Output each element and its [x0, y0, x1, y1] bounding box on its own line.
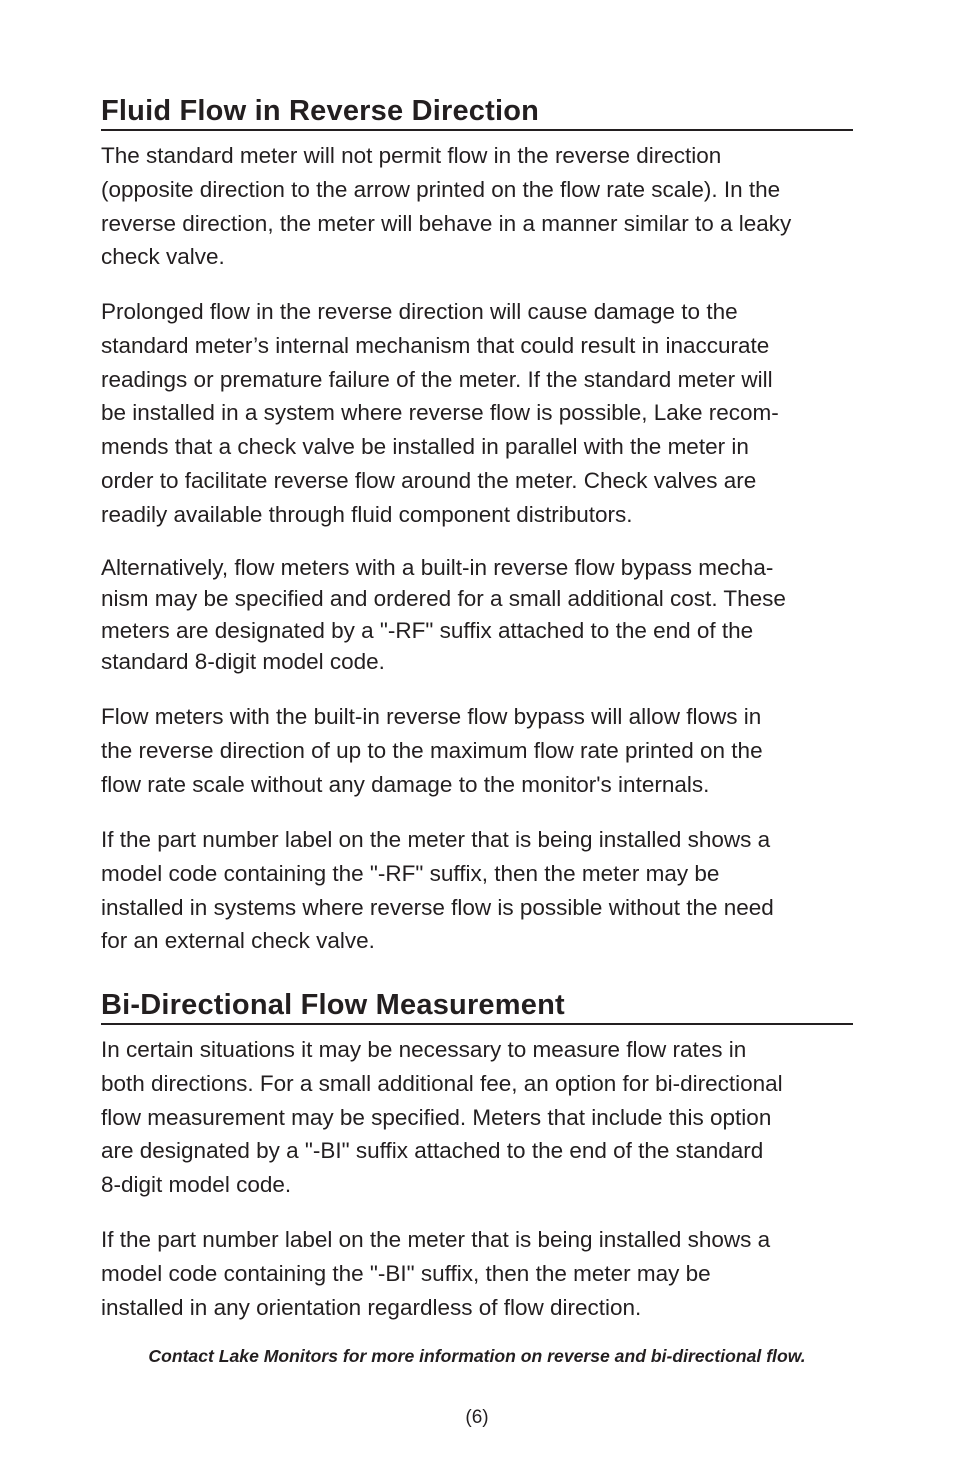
- paragraph-bidirectional-bi-suffix: [101, 1223, 770, 1324]
- text-line: (opposite direction to the arrow printed on the flow rate scale). In the: [101, 176, 781, 202]
- section-heading-bidirectional: Bi-Directional Flow Measurement: [101, 988, 853, 1025]
- paragraph-reverse-flow-intro: [101, 139, 791, 274]
- text-line: model code containing the "-BI" suffix, then the meter may be: [101, 1260, 711, 1286]
- text-line: standard 8-digit model code.: [101, 648, 385, 674]
- text-line: model code containing the "-RF" suffix, then the meter may be: [101, 860, 720, 886]
- paragraph-reverse-flow-rf-suffix: [101, 823, 774, 958]
- text-line: the reverse direction of up to the maximum flow rate printed on the: [101, 737, 763, 763]
- page-number: (6): [465, 1407, 489, 1428]
- text-line: meters are designated by a "-RF" suffix attached to the end of the: [101, 617, 754, 643]
- text-line: installed in systems where reverse flow is possible without the need: [101, 894, 774, 920]
- paragraph-reverse-flow-bypass: [101, 552, 786, 677]
- text-line: 8-digit model code.: [101, 1172, 292, 1198]
- text-line: flow measurement may be specified. Meters that include this option: [101, 1104, 772, 1130]
- text-line: flow rate scale without any damage to the monitor's internals.: [101, 771, 710, 797]
- text-line: mends that a check valve be installed in parallel with the meter in: [101, 434, 749, 460]
- section-heading-reverse-flow: Fluid Flow in Reverse Direction: [101, 94, 853, 131]
- text-line: for an external check valve.: [101, 928, 375, 954]
- text-line: readily available through fluid component distributors.: [101, 501, 633, 527]
- paragraph-reverse-flow-capacity: [101, 700, 763, 801]
- text-line: order to facilitate reverse flow around the meter. Check valves are: [101, 467, 757, 493]
- text-line: The standard meter will not permit flow in the reverse direction: [101, 143, 722, 168]
- text-line: nism may be specified and ordered for a small additional cost. These: [101, 586, 786, 612]
- contact-note: Contact Lake Monitors for more information on reverse and bi-directional flow.: [148, 1346, 806, 1366]
- text-line: both directions. For a small additional fee, an option for bi-directional: [101, 1070, 783, 1096]
- text-line: check valve.: [101, 244, 225, 270]
- text-line: Flow meters with the built-in reverse flow bypass will allow flows in: [101, 704, 762, 729]
- text-line: be installed in a system where reverse flow is possible, Lake recom-: [101, 400, 779, 426]
- text-line: If the part number label on the meter that is being installed shows a: [101, 827, 771, 852]
- text-line: are designated by a "-BI" suffix attached to the end of the standard: [101, 1138, 764, 1164]
- paragraph-bidirectional-intro: [101, 1033, 783, 1202]
- text-line: Prolonged flow in the reverse direction will cause damage to the: [101, 299, 738, 324]
- text-line: readings or premature failure of the meter. If the standard meter will: [101, 366, 773, 392]
- paragraph-reverse-flow-damage: [101, 295, 779, 532]
- text-line: In certain situations it may be necessary to measure flow rates in: [101, 1037, 747, 1062]
- text-line: If the part number label on the meter that is being installed shows a: [101, 1227, 771, 1252]
- text-line: standard meter’s internal mechanism that could result in inaccurate: [101, 332, 770, 358]
- text-line: installed in any orientation regardless of flow direction.: [101, 1294, 642, 1320]
- text-line: reverse direction, the meter will behave in a manner similar to a leaky: [101, 210, 792, 236]
- text-line: Alternatively, flow meters with a built-in reverse flow bypass mecha-: [101, 555, 774, 580]
